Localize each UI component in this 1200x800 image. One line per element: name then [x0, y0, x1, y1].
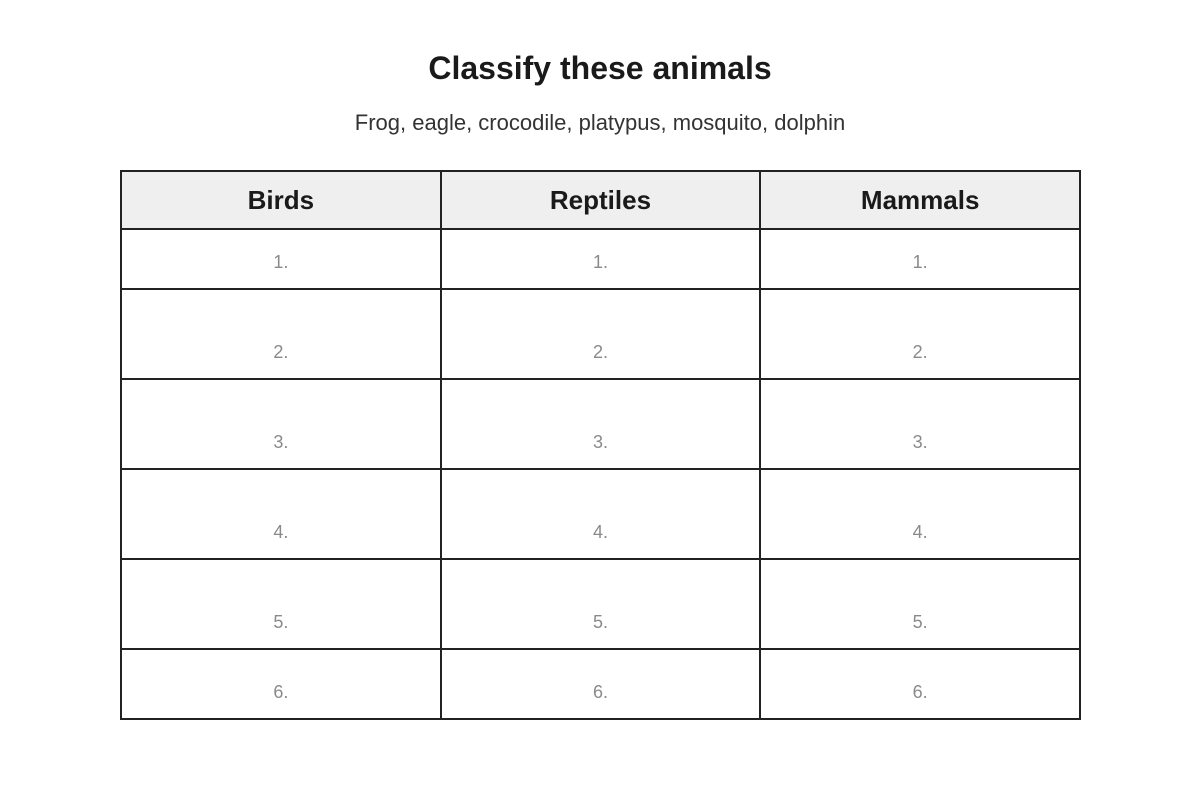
reptiles-cell-6[interactable]: 6. — [441, 649, 761, 719]
table-header-row — [121, 171, 1080, 229]
table-row — [121, 649, 1080, 719]
column-header-mammals: Mammals — [760, 171, 1080, 229]
birds-cell-3[interactable]: 3. — [121, 379, 441, 469]
table-row — [121, 559, 1080, 649]
reptiles-cell-4[interactable]: 4. — [441, 469, 761, 559]
animal-list: Frog, eagle, crocodile, platypus, mosquito, dolphin — [354, 110, 846, 135]
table-row — [121, 289, 1080, 379]
birds-cell-1[interactable]: 1. — [121, 229, 441, 289]
birds-cell-4[interactable]: 4. — [121, 469, 441, 559]
table-row — [121, 229, 1080, 289]
mammals-cell-2[interactable]: 2. — [760, 289, 1080, 379]
table-row — [121, 379, 1080, 469]
column-header-birds: Birds — [121, 171, 441, 229]
mammals-cell-5[interactable]: 5. — [760, 559, 1080, 649]
reptiles-cell-1[interactable]: 1. — [441, 229, 761, 289]
column-header-reptiles: Reptiles — [441, 171, 761, 229]
classification-table — [120, 170, 1081, 720]
reptiles-cell-3[interactable]: 3. — [441, 379, 761, 469]
mammals-cell-6[interactable]: 6. — [760, 649, 1080, 719]
mammals-cell-3[interactable]: 3. — [760, 379, 1080, 469]
mammals-cell-4[interactable]: 4. — [760, 469, 1080, 559]
birds-cell-6[interactable]: 6. — [121, 649, 441, 719]
mammals-cell-1[interactable]: 1. — [760, 229, 1080, 289]
page-title: Classify these animals — [428, 50, 772, 86]
reptiles-cell-2[interactable]: 2. — [441, 289, 761, 379]
table-row — [121, 469, 1080, 559]
birds-cell-5[interactable]: 5. — [121, 559, 441, 649]
birds-cell-2[interactable]: 2. — [121, 289, 441, 379]
reptiles-cell-5[interactable]: 5. — [441, 559, 761, 649]
